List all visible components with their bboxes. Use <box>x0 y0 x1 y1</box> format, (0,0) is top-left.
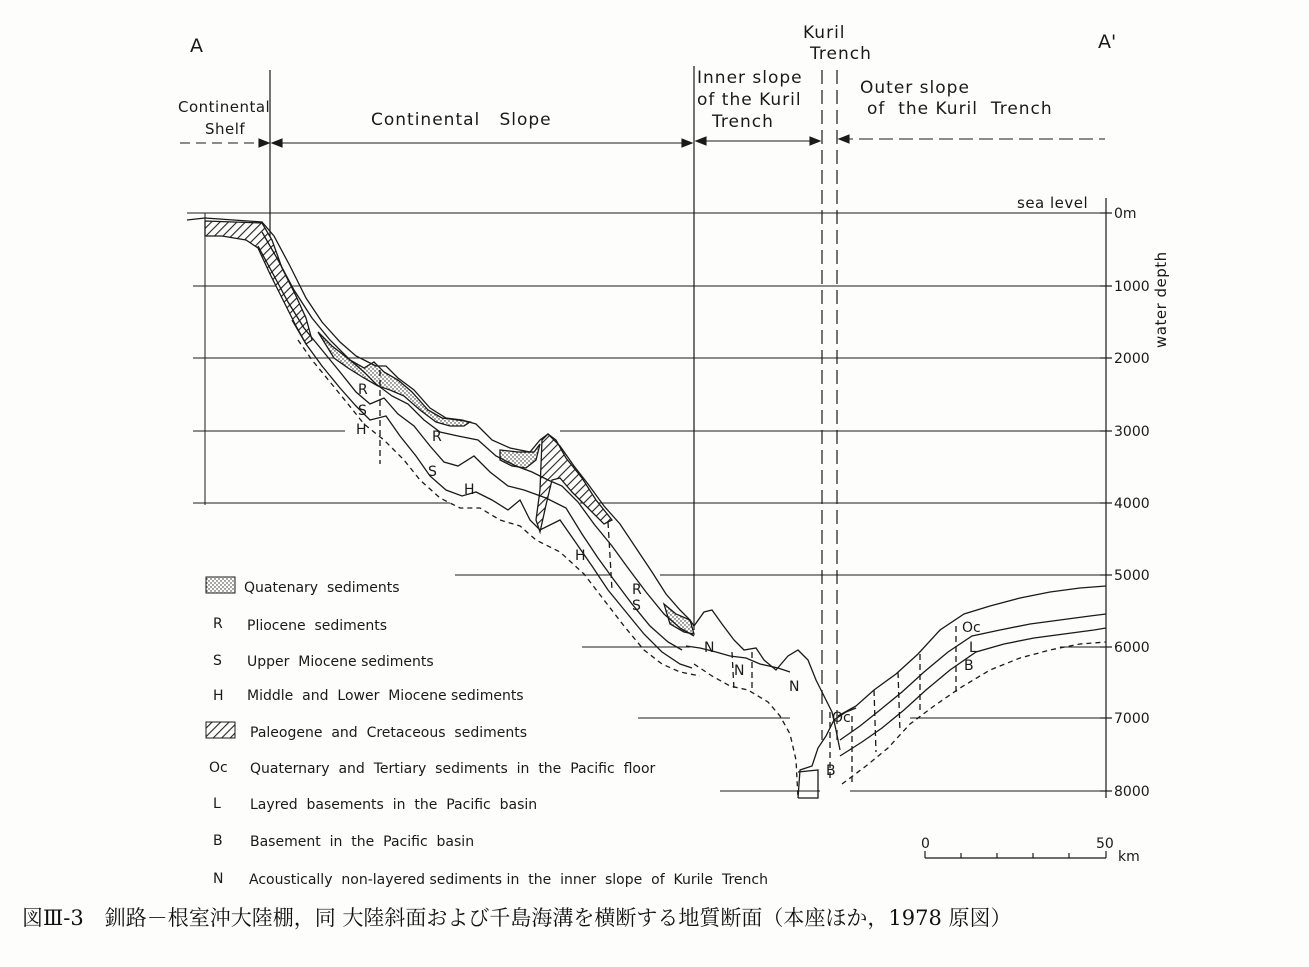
scale-start-label: 0 <box>921 836 930 852</box>
zone-label-continental-slope: Continental Slope <box>371 110 552 130</box>
trench-block <box>798 770 818 798</box>
fault-7 <box>898 672 900 732</box>
scale-bar <box>925 851 1106 858</box>
legend-label-layred-basements: Layred basements in the Pacific basin <box>250 797 538 813</box>
symbol-b-2: B <box>964 658 974 674</box>
legend-label-basement: Basement in the Pacific basin <box>250 834 475 850</box>
legend-symbol-b: B <box>213 833 223 849</box>
section-end-label: A' <box>1098 31 1117 53</box>
sea-level-label: sea level <box>1017 194 1089 212</box>
legend-swatch-paleogene <box>206 722 235 738</box>
legend-symbol-n: N <box>213 871 224 887</box>
depth-tick-8000: 8000 <box>1114 784 1150 800</box>
legend-symbol-r: R <box>213 616 223 632</box>
layer-h-line <box>292 320 692 668</box>
depth-tick-7000: 7000 <box>1114 711 1150 727</box>
legend-label-middle-lower-miocene: Middle and Lower Miocene sediments <box>247 688 524 704</box>
symbol-b-1: B <box>826 763 836 779</box>
scale-end-label: 50 <box>1096 836 1114 852</box>
symbol-s-1: S <box>358 403 367 419</box>
zone-label-continental-shelf-2: Shelf <box>205 120 246 138</box>
symbol-s-3: S <box>632 598 641 614</box>
symbol-h-2: H <box>464 482 475 498</box>
depth-axis-title: water depth <box>1152 251 1170 348</box>
zone-boundaries <box>270 66 837 740</box>
zone-label-inner-slope-2: of the Kuril <box>697 90 802 110</box>
symbol-h-1: H <box>356 422 367 438</box>
figure-caption: 図Ⅲ-3 釧路－根室沖大陸棚，同 大陸斜面および千島海溝を横断する地質断面（本座ほか，1978 原図） <box>22 906 1012 930</box>
depth-tick-4000: 4000 <box>1114 496 1150 512</box>
legend-symbol-s: S <box>213 653 222 669</box>
zone-label-outer-slope-1: Outer slope <box>860 78 970 98</box>
symbol-n-2: N <box>734 663 745 679</box>
n-unit-base <box>694 664 798 798</box>
zone-label-continental-shelf-1: Continental <box>178 98 271 116</box>
symbol-n-3: N <box>789 679 800 695</box>
legend-symbol-l: L <box>213 796 221 812</box>
depth-tick-1000: 1000 <box>1114 279 1150 295</box>
symbol-h-3: H <box>575 548 586 564</box>
depth-grid <box>187 213 1106 791</box>
depth-tick-5000: 5000 <box>1114 568 1150 584</box>
legend-symbol-oc: Oc <box>209 760 228 776</box>
legend-label-paleogene: Paleogene and Cretaceous sediments <box>250 725 528 741</box>
symbol-oc-1: Oc <box>832 710 851 726</box>
paleogene-mid-unit <box>536 434 612 532</box>
legend-label-quaternary: Quatenary sediments <box>244 580 400 596</box>
depth-axis <box>1100 198 1112 798</box>
depth-tick-2000: 2000 <box>1114 351 1150 367</box>
depth-tick-6000: 6000 <box>1114 640 1150 656</box>
depth-tick-0: 0m <box>1114 206 1137 222</box>
legend-label-non-layered: Acoustically non-layered sediments in the inner slope of Kurile Trench <box>249 872 768 888</box>
legend-symbol-h: H <box>213 688 224 704</box>
symbol-s-2: S <box>428 464 437 480</box>
legend-label-pacific-floor: Quaternary and Tertiary sediments in the Pacific floor <box>250 761 656 777</box>
outer-slope-b-base <box>842 642 1106 784</box>
legend-label-upper-miocene: Upper Miocene sediments <box>247 654 434 670</box>
scale-unit-label: km <box>1118 849 1140 865</box>
zone-label-outer-slope-2: of the Kuril Trench <box>867 99 1053 119</box>
zone-extent-arrows <box>180 135 1105 147</box>
symbol-r-1: R <box>358 382 368 398</box>
section-start-label: A <box>190 35 203 57</box>
symbol-l-1: L <box>969 640 977 656</box>
zone-label-trench-1: Kuril <box>803 23 846 43</box>
symbol-r-2: R <box>432 429 442 445</box>
zone-label-inner-slope-1: Inner slope <box>697 68 803 88</box>
symbol-r-3: R <box>632 582 642 598</box>
legend-label-pliocene: Pliocene sediments <box>247 618 388 634</box>
quaternary-unit-1 <box>318 332 470 426</box>
zone-label-inner-slope-3: Trench <box>712 112 774 132</box>
symbol-oc-2: Oc <box>962 620 981 636</box>
depth-tick-3000: 3000 <box>1114 424 1150 440</box>
fault-6 <box>874 690 876 752</box>
fault-2 <box>608 522 612 590</box>
zone-label-trench-2: Trench <box>810 44 872 64</box>
inner-slope-floor <box>694 610 840 750</box>
symbol-n-1: N <box>704 640 715 656</box>
legend-swatch-quaternary <box>206 577 235 593</box>
seafloor-profile <box>187 218 1106 798</box>
